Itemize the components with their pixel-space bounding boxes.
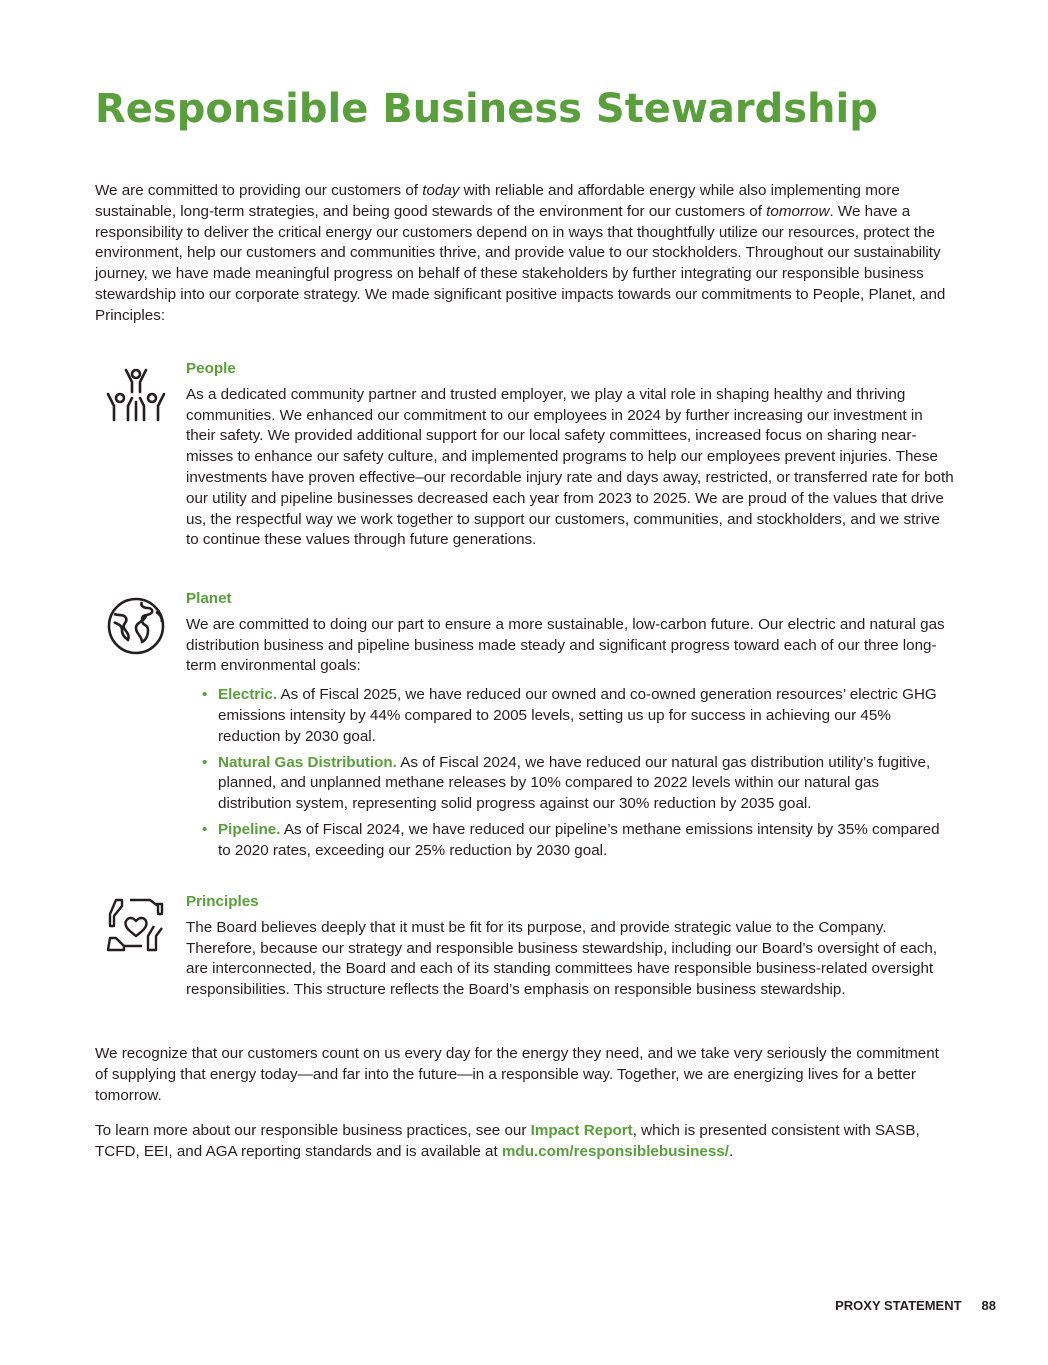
people-icon bbox=[106, 366, 166, 426]
learn-more-text: . bbox=[728, 1142, 734, 1160]
intro-text: We are committed to providing our customers of bbox=[95, 182, 423, 199]
impact-report-link[interactable]: Impact Report bbox=[530, 1122, 633, 1139]
intro-emphasis: tomorrow bbox=[766, 202, 830, 220]
closing-paragraph bbox=[95, 1044, 945, 1106]
goal-label: Pipeline. bbox=[218, 820, 281, 838]
people-heading: People bbox=[186, 360, 236, 377]
responsible-business-url-link[interactable]: mdu.com/responsiblebusiness/ bbox=[501, 1142, 729, 1160]
planet-goals-list bbox=[186, 685, 956, 861]
page-footer bbox=[815, 1298, 996, 1313]
principles-section bbox=[186, 892, 956, 1001]
footer-label: PROXY STATEMENT bbox=[835, 1298, 962, 1313]
goal-text: As of Fiscal 2024, we have reduced our pipeline’s methane emissions intensity by 35% compared to 2020 rates, exceeding our 25% reduction by 2030 goal. bbox=[218, 820, 940, 859]
people-body: As a dedicated community partner and trusted employer, we play a vital role in shaping healthy and thriving communities. We enhanced our commitment to our employees in 2024 by further increasing our investment in their safety. We provided additional support for our local safety committees, increased focus on sharing near-misses to enhance our safety culture, and implemented programs to help our employees prevent injuries. These investments have proven effective–our recordable injury rate and days away, restricted, or transferred rate for both our utility and pipeline businesses decreased each year from 2023 to 2025. We are proud of the values that drive us, the respectful way we work together to support our customers, communities, and stockholders, and we strive to continue these values through future generations. bbox=[186, 385, 954, 549]
principles-heading: Principles bbox=[186, 893, 259, 910]
planet-body: We are committed to doing our part to ensure a more sustainable, low-carbon future. Our electric and natural gas distribution business and pipeline business made steady and significant progress toward each of our three long-term environmental goals: bbox=[186, 615, 945, 675]
goal-pipeline bbox=[218, 820, 956, 862]
page-title: Responsible Business Stewardship bbox=[95, 86, 878, 132]
page-number: 88 bbox=[981, 1298, 996, 1313]
globe-icon bbox=[106, 596, 166, 656]
goal-label: Natural Gas Distribution. bbox=[218, 753, 397, 771]
goal-natural-gas bbox=[218, 753, 956, 815]
goal-electric bbox=[218, 685, 956, 747]
goal-label: Electric. bbox=[218, 686, 278, 704]
learn-more-text: To learn more about our responsible business practices, see our bbox=[95, 1122, 531, 1139]
planet-heading: Planet bbox=[186, 590, 232, 607]
closing-text: We recognize that our customers count on us every day for the energy they need, and we take very seriously the commitment of supplying that energy today—and far into the future—in a responsible way. Together, we are energizing lives for a better tomorrow. bbox=[95, 1045, 939, 1104]
intro-paragraph bbox=[95, 181, 957, 327]
learn-more-paragraph bbox=[95, 1121, 945, 1163]
principles-body: The Board believes deeply that it must be fit for its purpose, and provide strategic value to the Company. Therefore, because our strategy and responsible business stewardship, including our Board’s oversight of each, are interconnected, the Board and each of its standing committees have responsible business-related oversight responsibilities. This structure reflects the Board’s emphasis on responsible business stewardship. bbox=[186, 918, 938, 999]
intro-emphasis: today bbox=[422, 182, 460, 199]
planet-section bbox=[186, 589, 956, 867]
intro-text: . We have a responsibility to deliver the critical energy our customers depend on in ways that thoughtfully utilize our resources, protect the environment, help our customers and communities thrive, and provide value to our stockholders. Throughout our sustainability journey, we have made meaningful progress on behalf of these stakeholders by further integrating our responsible business stewardship into our corporate strategy. We made significant positive impacts towards our commitments to People, Planet, and Principles: bbox=[95, 202, 946, 324]
hands-heart-icon bbox=[106, 896, 166, 956]
learn-more-text: , which is presented consistent with SASB, TCFD, EEI, and AGA reporting standards and is available at bbox=[95, 1122, 920, 1160]
people-section bbox=[186, 359, 954, 551]
goal-text: As of Fiscal 2025, we have reduced our owned and co-owned generation resources’ electric GHG emissions intensity by 44% compared to 2005 levels, setting us up for success in achieving our 45% reduction by 2030 goal. bbox=[218, 686, 937, 745]
goal-text: As of Fiscal 2024, we have reduced our natural gas distribution utility’s fugitive, planned, and unplanned methane releases by 10% compared to 2022 levels within our natural gas distribution system, representing solid progress against our 30% reduction by 2035 goal. bbox=[218, 753, 931, 813]
intro-text: with reliable and affordable energy while also implementing more sustainable, long-term strategies, and being good stewards of the environment for our customers of bbox=[95, 182, 900, 220]
